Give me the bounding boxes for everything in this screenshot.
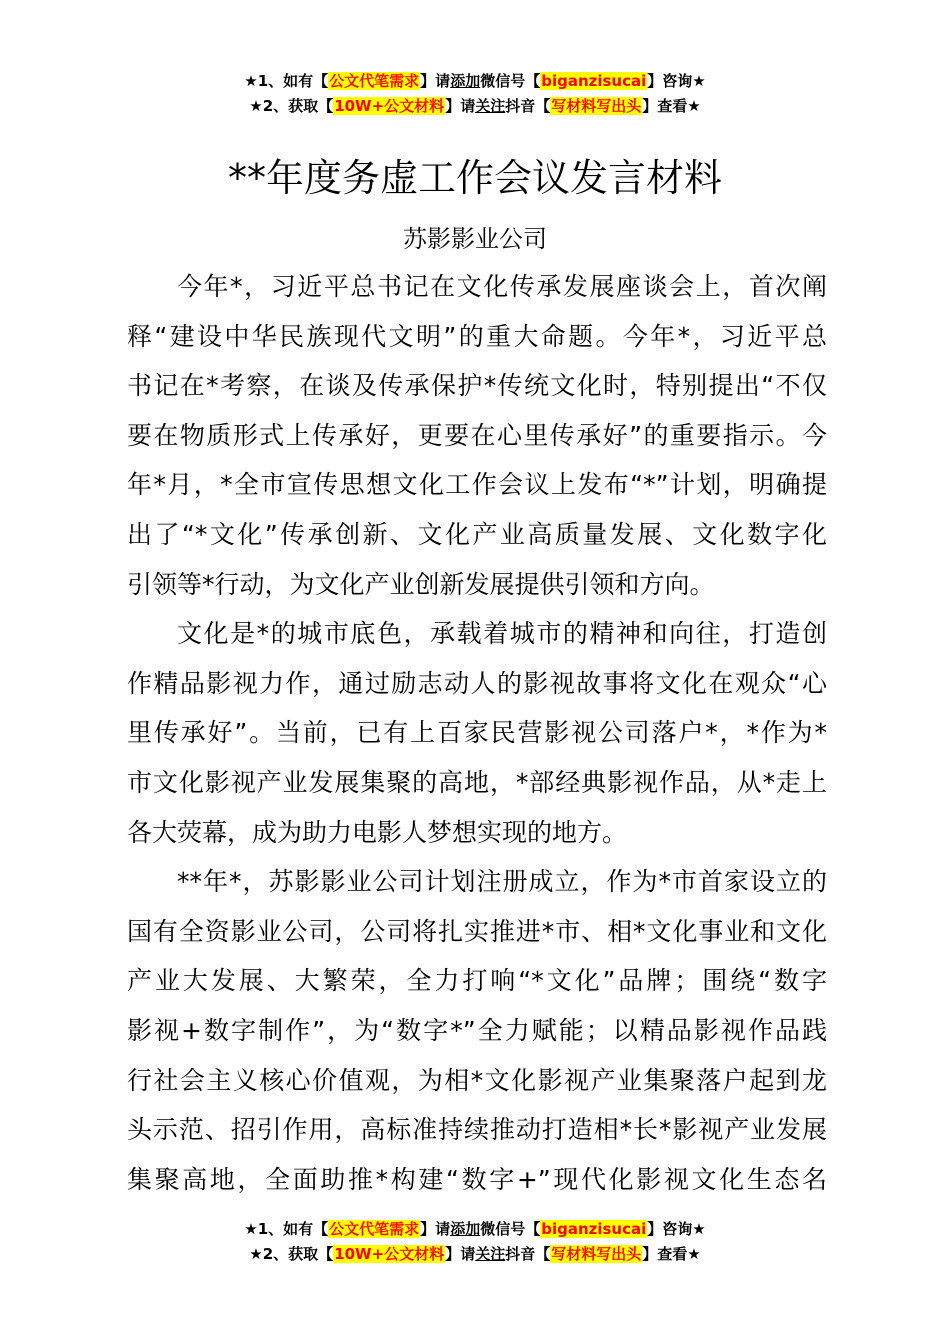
company-name: 苏影影业公司: [403, 225, 547, 253]
promo-text: ★2、获取【: [249, 97, 334, 115]
promo-highlight: 写材料写出头: [551, 1245, 642, 1263]
promo-text: ★1、如有【: [244, 72, 329, 90]
promo-footer: [0, 1219, 950, 1269]
promo-text: 】咨询★: [647, 72, 706, 90]
text-line: 行社会主义核心价值观，为相*文化影视产业集聚落户起到龙: [127, 1065, 827, 1095]
text-line: 作精品影视力作，通过励志动人的影视故事将文化在观众“心: [127, 668, 827, 698]
text-line: 市文化影视产业发展集聚的高地，*部经典影视作品，从*走上: [127, 767, 827, 797]
text-line: 出了“*文化”传承创新、文化产业高质量发展、文化数字化: [127, 519, 827, 549]
text-line: 产业大发展、大繁荣，全力打响“*文化”品牌；围绕“数字: [127, 966, 827, 996]
promo-text: 抖音【: [505, 97, 551, 115]
paragraph: [127, 609, 827, 857]
promo-highlight: 10W+公文材料: [334, 1245, 445, 1263]
promo-line-1: [0, 71, 950, 96]
promo-text: 微信号【: [480, 72, 541, 90]
promo-highlight: biganzisucai: [541, 1220, 647, 1238]
text-line: 文化是*的城市底色，承载着城市的精神和向往，打造创: [177, 619, 827, 649]
text-line: 年*月，*全市宣传思想文化工作会议上发布“*”计划，明确提: [127, 470, 827, 500]
promo-text: 抖音【: [505, 1245, 551, 1263]
document-body: [127, 262, 827, 1204]
promo-underline: 添加: [450, 1220, 481, 1238]
text-line: 影视+数字制作”，为“数字*”全力赋能；以精品影视作品践: [127, 1015, 827, 1045]
promo-highlight: 写材料写出头: [551, 97, 642, 115]
text-line: 引领等*行动，为文化产业创新发展提供引领和方向。: [127, 569, 715, 599]
promo-line-2: [0, 96, 950, 121]
promo-highlight: 公文代笔需求: [329, 1220, 420, 1238]
promo-text: 】咨询★: [647, 1220, 706, 1238]
text-line: 释“建设中华民族现代文明”的重大命题。今年*，习近平总: [127, 321, 827, 351]
text-line: 集聚高地，全面助推*构建“数字+”现代化影视文化生态名: [127, 1164, 827, 1194]
promo-header: [0, 71, 950, 121]
text-line: 国有全资影业公司，公司将扎实推进*市、相*文化事业和文化: [127, 916, 827, 946]
promo-highlight: 公文代笔需求: [329, 72, 420, 90]
document-title: **年度务虚工作会议发言材料: [227, 156, 722, 200]
promo-line-1: [0, 1219, 950, 1244]
text-line: 各大荧幕，成为助力电影人梦想实现的地方。: [127, 817, 628, 847]
text-line: 要在物质形式上传承好，更要在心里传承好”的重要指示。今: [127, 420, 827, 450]
promo-text: ★2、获取【: [249, 1245, 334, 1263]
promo-highlight: biganzisucai: [541, 72, 647, 90]
promo-text: 】查看★: [642, 1245, 701, 1263]
text-line: 头示范、招引作用，高标准持续推动打造相*长*影视产业发展: [127, 1115, 827, 1145]
text-line: 书记在*考察，在谈及传承保护*传统文化时，特别提出“不仅: [127, 371, 827, 401]
paragraph: [127, 857, 827, 1204]
promo-line-2: [0, 1244, 950, 1269]
promo-text: 】请: [445, 97, 476, 115]
paragraph: [127, 262, 827, 609]
promo-text: 】查看★: [642, 97, 701, 115]
promo-underline: 关注: [475, 97, 506, 115]
promo-underline: 添加: [450, 72, 481, 90]
promo-text: 微信号【: [480, 1220, 541, 1238]
promo-underline: 关注: [475, 1245, 506, 1263]
promo-text: 】请: [420, 1220, 451, 1238]
promo-text: 】请: [445, 1245, 476, 1263]
text-line: **年*，苏影影业公司计划注册成立，作为*市首家设立的: [177, 867, 827, 897]
promo-text: 】请: [420, 72, 451, 90]
promo-highlight: 10W+公文材料: [334, 97, 445, 115]
text-line: 里传承好”。当前，已有上百家民营影视公司落户*，*作为*: [127, 718, 827, 748]
text-line: 今年*，习近平总书记在文化传承发展座谈会上，首次阐: [177, 272, 827, 301]
promo-text: ★1、如有【: [244, 1220, 329, 1238]
